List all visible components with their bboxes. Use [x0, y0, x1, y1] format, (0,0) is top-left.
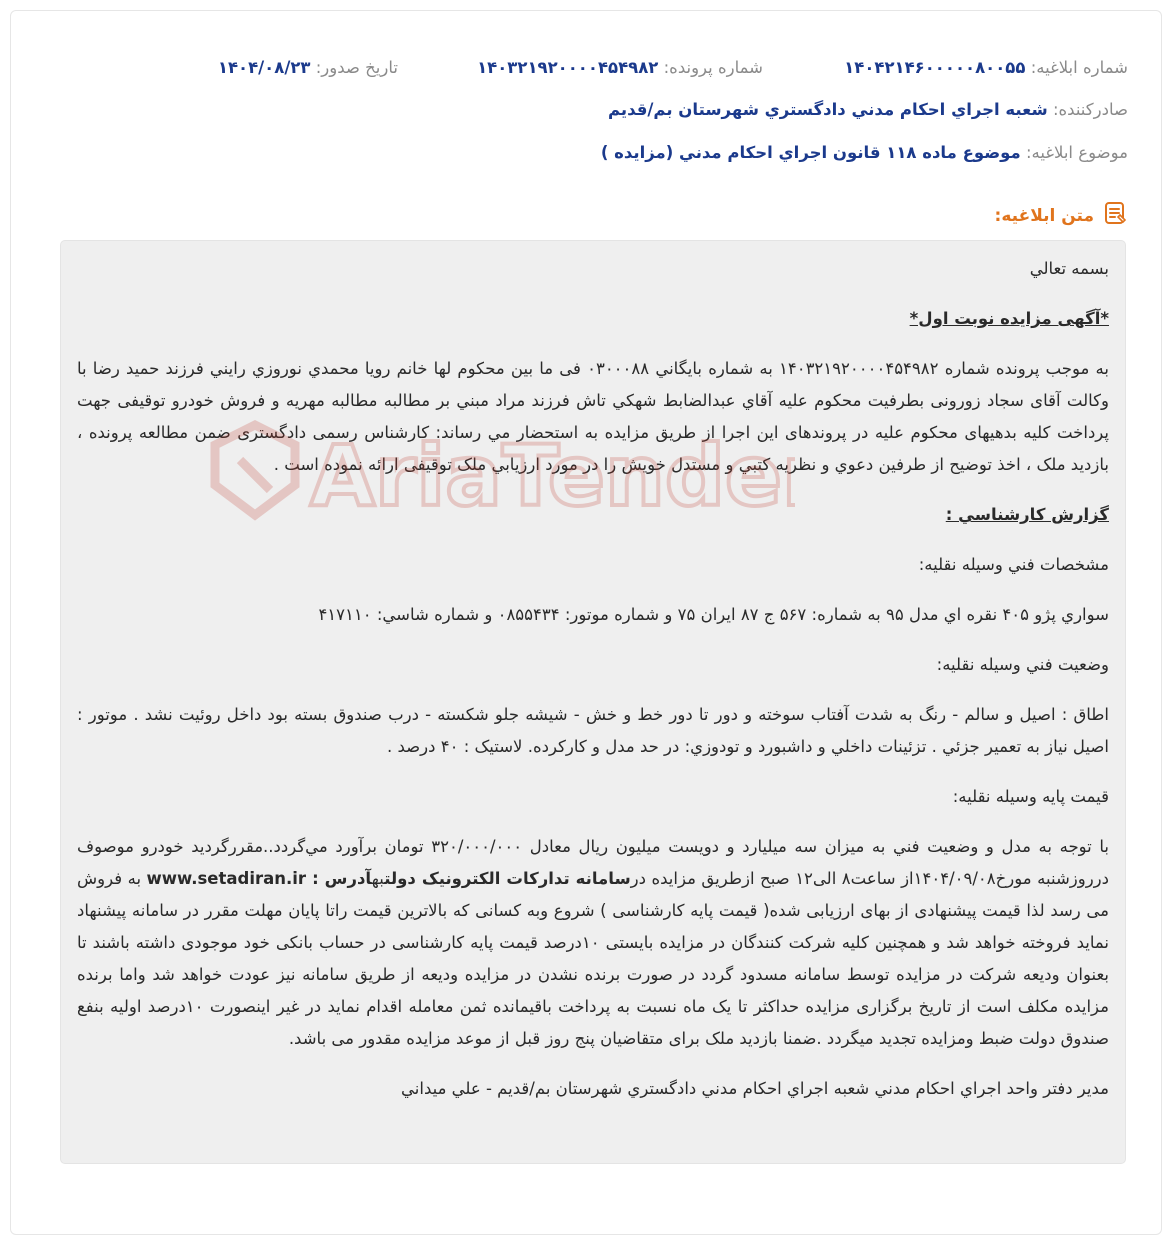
price-paragraph: [77, 831, 1109, 1055]
notice-text-heading: [995, 200, 1128, 231]
issue-date: [218, 58, 398, 77]
watermark-text: AriaTende: [310, 427, 782, 525]
meta-row-ids: [0, 58, 1174, 82]
specs-text: سواري پژو ۴۰۵ نقره اي مدل ۹۵ به شماره: ۵۶۷ ج ۸۷ ایران ۷۵ و شماره موتور: ۰۸۵۵۴۳۴ و شماره شاسي: ۴۱۷۱۱۰: [318, 605, 1109, 624]
case-number-label: شماره پرونده:: [663, 58, 763, 77]
auction-title: *آگهی مزايده نوبت اول*: [909, 309, 1109, 328]
issuer-label: صادرکننده:: [1052, 100, 1128, 119]
notice-number-label: شماره ابلاغيه:: [1030, 58, 1128, 77]
issue-date-value: ۱۴۰۴/۰۸/۲۳: [217, 58, 311, 77]
case-number: [477, 58, 763, 77]
document-icon: [1102, 200, 1128, 231]
issue-date-label: تاريخ صدور:: [315, 58, 398, 77]
notice-number-value: ۱۴۰۴۲۱۴۶۰۰۰۰۰۸۰۰۵۵: [844, 58, 1026, 77]
issuer-row: [608, 100, 1128, 119]
status-text: اطاق : اصيل و سالم - رنگ به شدت آفتاب سوخته و دور تا دور خط و خش - شيشه جلو شکسته - درب صندوق بسته بود داخل روئيت نشد . موتور : اصيل نياز به تعمير جزئي . تزئينات داخلي و داشبورد و تودوزي: در حد مدل و کارکرده. لاستيک : ۴۰ درصد .: [77, 705, 1109, 756]
status-title: وضعيت فني وسيله نقليه:: [936, 655, 1109, 674]
notice-body: [60, 240, 1126, 1164]
notice-number: [844, 58, 1128, 77]
specs-title: مشخصات فني وسيله نقليه:: [918, 555, 1109, 574]
notice-text-title: متن ابلاغيه:: [994, 205, 1094, 226]
greeting: بسمه تعالي: [1029, 259, 1109, 278]
case-number-value: ۱۴۰۳۲۱۹۲۰۰۰۰۴۵۴۹۸۲: [477, 58, 659, 77]
price-text-1: با توجه به مدل و وضعيت فني به ميزان سه ميليارد و دويست ميليون ريال معادل ۳۲۰/۰۰۰/۰۰۰ تومان برآورد مي‌گردد..مقررگرديد خودرو موصوف درروزشنبه مورخ۱۴۰۴/۰۹/۰۸از ساعت۸ الی۱۲ صبح ازطريق مزايده در: [77, 837, 1109, 888]
report-title: گزارش کارشناسي :: [945, 505, 1109, 524]
subject-row: [601, 143, 1128, 162]
signature: مدير دفتر واحد اجراي احکام مدني شعبه اجراي احکام مدني دادگستري شهرستان بم/قديم - علي ميداني: [401, 1079, 1109, 1098]
price-title: قيمت پايه وسيله نقليه:: [952, 787, 1109, 806]
price-text-2: به: [371, 869, 385, 888]
issuer-value: شعبه اجراي احکام مدني دادگستري شهرستان بم/قديم: [607, 100, 1048, 119]
intro-paragraph: به موجب پرونده شماره ۱۴۰۳۲۱۹۲۰۰۰۰۴۵۴۹۸۲ به شماره بايگاني ۰۳۰۰۰۸۸ فی ما بين محکوم لها خانم رويا محمدي نوروزي رايني فرزند حميد رضا با وکالت آقای سجاد زورونی بطرفيت محکوم عليه آقاي عبدالضابط شهکي تاش فرزند مراد مبني بر مطالبه مطالبه مهريه و فروش خودرو توقيفی جهت پرداخت کليه بدهيهای محکوم عليه در پروندهای اين اجرا از طريق مزايده به استحضار مي رساند: کارشناس رسمی دادگستری ضمن مطالعه پرونده ، بازديد ملک ، اخذ توضيح از طرفين دعوي و نظريه کتبي و مستدل خويش را در مورد ارزيابي ملک توقيفی ارائه نموده است .: [77, 359, 1109, 474]
price-text-3: به فروش می رسد لذا قيمت پيشنهادی از بهای ارزيابی شده( قيمت پايه کارشناسی ) شروع وبه کسانی که بالاترين قيمت راتا پايان مهلت مقرر در سامانه پيشنهاد نمايد فروخته خواهد شد و همچنين کليه شرکت کنندگان در مزايده بايستی ۱۰درصد قيمت پايه کارشناسی در حساب بانکی خود موجودی داشته باشند تا بعنوان وديعه شرکت در مزايده توسط سامانه مسدود گردد در صورت برنده نشدن در مزايده وديعه از طريق سامانه نيز عودت خواهد شد واما برنده مزايده مکلف است از تاريخ برگزاری مزايده حداکثر تا يک ماه نسبت به پرداخت باقيمانده ثمن معامله اقدام نمايد در غير اينصورت ۱۰درصد اوليه بنفع صندوق دولت ضبط ومزايده تجديد ميگردد .ضمنا بازديد ملک برای متقاضيان پنج روز قبل از موعد مزايده مقدور می باشد.: [77, 869, 1109, 1048]
subject-value: موضوع ماده ۱۱۸ قانون اجراي احکام مدني (مزايده ): [600, 143, 1021, 162]
price-text-bold: سامانه تدارکات الکترونيک دولت: [384, 869, 631, 888]
setad-address: آدرس : www.setadiran.ir: [146, 869, 372, 888]
subject-label: موضوع ابلاغيه:: [1025, 143, 1128, 162]
